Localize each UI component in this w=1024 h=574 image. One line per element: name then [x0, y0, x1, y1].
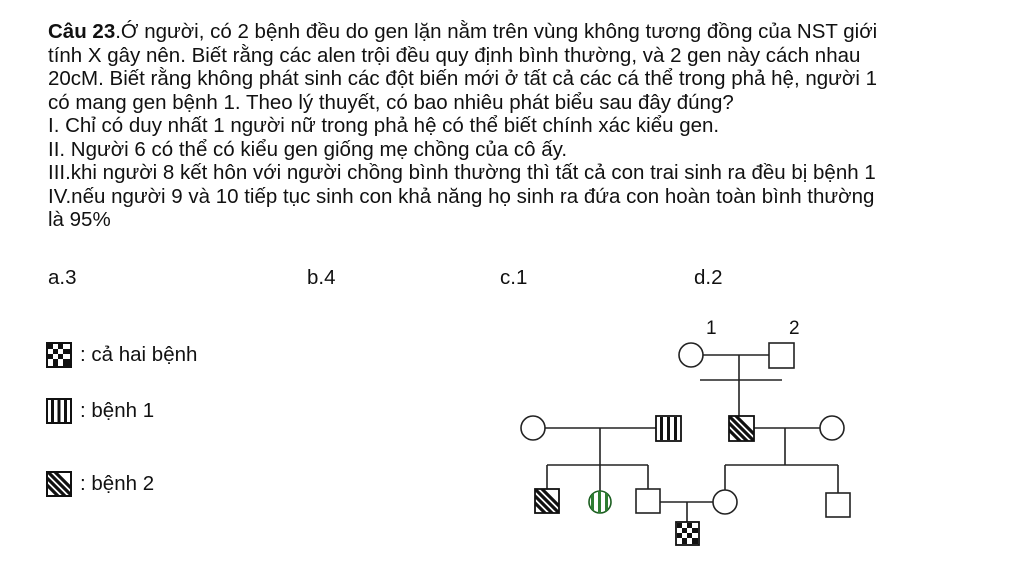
question-line: có mang gen bệnh 1. Theo lý thuyết, có bao nhiêu phát biểu sau đây đúng? — [48, 90, 734, 114]
individual-label-2: 2 — [789, 318, 800, 339]
gen2-female-right — [820, 416, 844, 440]
legend-label-both: : cả hai bệnh — [80, 343, 198, 366]
question-line: 20cM. Biết rằng không phát sinh các đột biến mới ở tất cả các cá thể trong phả hệ, người 1 — [48, 67, 877, 90]
answer-b[interactable]: b.4 — [307, 266, 336, 289]
individual-label-1: 1 — [706, 318, 717, 339]
legend-label-disease-2: : bệnh 2 — [80, 472, 155, 495]
question-intro: .Ớ người, có 2 bệnh đều do gen lặn nằm trên vùng không tương đồng của NST giới — [115, 20, 878, 43]
individual-1-female — [679, 343, 703, 367]
gen2-male-disease-2 — [712, 413, 771, 451]
pedigree-lines — [545, 355, 838, 522]
gen4-male-both-diseases — [676, 522, 699, 545]
gen3-male-disease-2 — [518, 486, 577, 524]
gen3-male-normal — [636, 489, 660, 513]
gen2-male-disease-1 — [656, 416, 681, 441]
statement-2: II. Người 6 có thể có kiểu gen giống mẹ chồng của cô ấy. — [48, 137, 568, 161]
gen3-female-normal — [713, 490, 737, 514]
statement-1: I. Chỉ có duy nhất 1 người nữ trong phả hệ có thể biết chính xác kiểu gen. — [48, 114, 720, 137]
gen2-female-left — [521, 416, 545, 440]
individual-2-male — [769, 343, 794, 368]
question-number: Câu 23 — [48, 20, 116, 43]
statement-3: III.khi người 8 kết hôn với người chồng bình thường thì tất cả con trai sinh ra đều bị bệnh 1 — [48, 161, 876, 184]
statement-4: IV.nếu người 9 và 10 tiếp tục sinh con khả năng họ sinh ra đứa con hoàn toàn bình thường — [48, 184, 875, 208]
answer-c[interactable]: c.1 — [500, 266, 528, 289]
legend-label-disease-1: : bệnh 1 — [80, 399, 155, 422]
statement-4-continued: là 95% — [48, 208, 111, 231]
gen3-female-disease-1 — [589, 490, 611, 514]
question-line: tính X gây nên. Biết rằng các alen trội đều quy định bình thường, và 2 gen này cách nhau — [48, 43, 861, 67]
answer-d[interactable]: d.2 — [694, 266, 723, 289]
gen3-male-right-normal — [826, 493, 850, 517]
answer-a[interactable]: a.3 — [48, 266, 77, 289]
